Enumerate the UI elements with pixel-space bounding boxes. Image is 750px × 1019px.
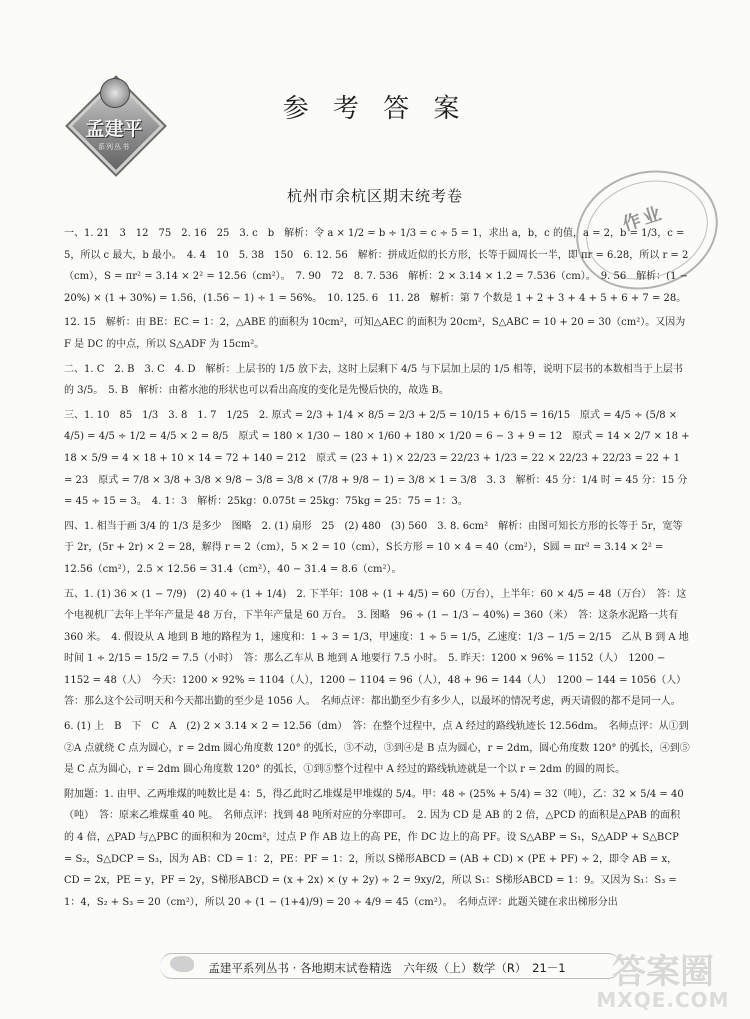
answer-content [64, 220, 690, 913]
page-title: 参 考 答 案 [282, 94, 468, 124]
answer-section-1: 一、1. 21 3 12 75 2. 16 25 3. c b 解析：令 a × 1/2 = b ÷ 1/3 = c ÷ 5 = 1，求出 a，b，c 的值，a = 2，b = 1/3，c = 5，所以 c 最大，b 最小。 4. 4 10 5. 38 150 6. 12. 56 解析：拼成近似的长方形，长等于圆周长一半，即 πr = 6.28，所以 r = 2（cm），S = πr² = 3.14 × 2² = 12.56（cm²）。 7. 90 72 8. 7. 536 解析：2 × 3.14 × 1.2 = 7.536（cm）。 9. 56 解析：(1 − 20%) × (1 + 30%) = 1.56，(1.56 − 1) ÷ 1 = 56%。 10. 125. 6 11. 28 解析：第 7 个数是 1 + 2 + 3 + 4 + 5 + 6 + 7 = 28。 [64, 228, 689, 304]
watermark-logo: 答案圈 [612, 952, 714, 992]
answer-section-5: 五、1. (1) 36 × (1 − 7/9) (2) 40 ÷ (1 + 1/4) 2. 下半年：108 ÷ (1 + 4/5) = 60（万台），上半年：60 × 4/5 = 48（万台） 答：这个电视机厂去年上半年产量是 48 万台，下半年产量是 60 万台。 3. 图略 96 ÷ (1 − 1/3 − 40%) = 360（米） 答：这条水泥路一共有 360 米。 4. 假设从 A 地到 B 地的路程为 1，速度和：1 ÷ 3 = 1/3，甲速度：1 ÷ 5 = 1/5，乙速度：1/3 − 1/5 = 2/15 乙从 B 到 A 地时间 1 ÷ 2/15 = 15/2 = 7.5（小时） 答：那么乙车从 B 地到 A 地要行 7.5 小时。 5. 昨天：1200 × 96% = 1152（人） 1200 − 1152 = 48（人） 今天：1200 × 92% = 1104（人），1200 − 1104 = 96（人），48 + 96 = 144（人） 1200 − 144 = 1056（人） 答：那么这个公司明天和今天都出勤的至少是 1056 人。 名师点评：都出勤至少有多少人，以最坏的情况考虑，两天请假的都不是同一人。 [64, 588, 692, 708]
stamp-text: 作业 [620, 202, 667, 236]
logo-subtitle: 系列丛书 [98, 143, 130, 151]
answer-section-4: 四、1. 相当于画 3/4 的 1/3 是多少 图略 2. (1) 扇形 25 (2) 480 (3) 560 3. 8. 6cm² 解析：由图可知长方形的长等于 5r，宽等于 2r，(5r + 2r) × 2 = 28，解得 r = 2（cm），5 × 2 = 10（cm），S长方形 = 10 × 4 = 40（cm²），S圆 = πr² = 3.14 × 2² = 12.56（cm²），2.5 × 12.56 = 31.4（cm²），40 − 31.4 = 8.6（cm²）。 [64, 520, 683, 575]
exam-title: 杭州市余杭区期末统考卷 [286, 187, 463, 205]
site-watermark [588, 944, 738, 1014]
answer-section-2: 二、1. C 2. B 3. C 4. D 解析：上层书的 1/5 放下去，这时上层剩下 4/5 与下层加上层的 1/5 相等，说明下层书的本数相当于上层书的 3/5。 5. B 解析：由蓄水池的形状也可以看出高度的变化是先慢后快的，故选 B。 [64, 363, 683, 397]
answer-section-1-cont: 12. 15 解析：由 BE：EC = 1：2，△ABE 的面积为 10cm²，可知△AEC 的面积为 20cm²，S△ABC = 10 + 20 = 30（cm²）。又因为 F 是 DC 的中点，所以 S△ADF 为 15cm²。 [64, 317, 686, 350]
answer-bonus-section: 附加题：1. 由甲、乙两堆煤的吨数比是 4：5，得乙此时乙堆煤是甲堆煤的 5/4。甲：48 ÷ (25% + 5/4) = 32（吨），乙：32 × 5/4 = 40（吨） 答：原来乙堆煤重 40 吨。 名师点评：找到 48 吨所对应的分率即可。 2. 因为 CD 是 AB 的 2 倍，△PCD 的面积是△PAB 的面积的 4 倍，△PAD 与△PBC 的面积和为 20cm²，过点 P 作 AB 边上的高 PE，作 DC 边上的高 PF。设 S△ABP = S₁，S△ADP + S△BCP = S₂，S△DCP = S₃，因为 AB：CD = 1：2，PE：PF = 1：2，所以 S梯形ABCD = (AB + CD) × (PE + PF) ÷ 2，即令 AB = x，CD = 2x，PE = y，PF = 2y，S梯形ABCD = (x + 2x) × (y + 2y) ÷ 2 = 9xy/2，所以 S₁：S梯形ABCD = 1：9。又因为 S₁：S₃ = 1：4，S₂ + S₃ = 20（cm²），所以 20 ÷ (1 − (1+4)/9) = 20 ÷ 4/9 = 45（cm²）。 名师点评：此题关键在求出梯形分出 [64, 788, 684, 908]
logo-name: 孟建平 [85, 118, 143, 140]
watermark-url: MXQE.COM [596, 988, 730, 1012]
answer-section-5-q6: 6. (1) 上 B 下 C A (2) 2 × 3.14 × 2 = 12.56（dm） 答：在整个过程中，点 A 经过的路线轨迹长 12.56dm。 名师点评：从①到②A 点就绕 C 点为圆心，r = 2dm 圆心角度数 120° 的弧长，③不动，③到④是 B 点为圆心，r = 2dm，圆心角度数 120° 的弧长，④到⑤是 C 点为圆心，r = 2dm 圆心角度数 120° 的弧长，①到⑤整个过程中 A 经过的路线轨迹就是一个以 r = 2dm 的圆的周长。 [64, 721, 690, 776]
answer-section-3: 三、1. 10 85 1/3 3. 8 1. 7 1/25 2. 原式 = 2/3 + 1/4 × 8/5 = 2/3 + 2/5 = 10/15 + 6/15 = 16/15 原式 = 4/5 ÷ (5/8 × 4/5) = 4/5 ÷ 1/2 = 4/5 × 2 = 8/5 原式 = 180 × 1/30 − 180 × 1/60 + 180 × 1/20 = 6 − 3 + 9 = 12 原式 = 14 × 2/7 × 18 + 18 × 5/9 = 4 × 18 + 10 × 14 = 72 + 140 = 212 原式 = (23 + 1) × 22/23 = 22/23 + 1/23 = 22 × 22/23 + 22/23 = 22 + 1 = 23 原式 = 7/8 × 3/8 + 3/8 × 9/8 − 3/8 = 3/8 × (7/8 + 9/8 − 1) = 3/8 × 1 = 3/8 3. 3 解析：45 分：1/4 时 = 45 分：15 分 = 45 ÷ 15 = 3。 4. 1：3 解析：25kg：0.075t = 25kg：75kg = 25：75 = 1：3。 [64, 409, 690, 508]
page-footer: 孟建平系列丛书 · 各地期末试卷精选 六年级（上）数学（R） 21－1 [208, 961, 566, 975]
